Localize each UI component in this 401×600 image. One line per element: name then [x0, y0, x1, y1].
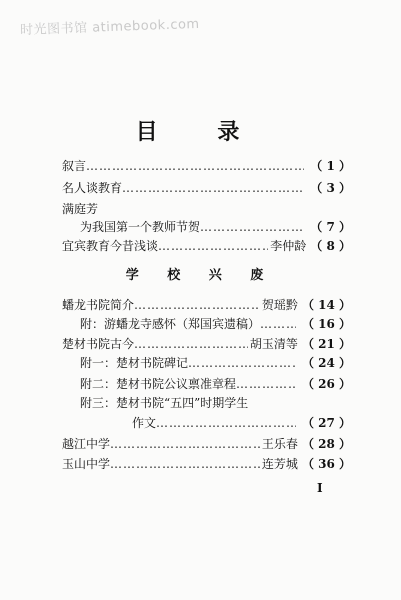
dot-leader — [86, 158, 304, 174]
toc-entry — [80, 376, 351, 392]
page-title: 目 录 — [135, 120, 266, 145]
dot-leader — [188, 355, 296, 371]
toc-entry-page: （ 3 ） — [310, 181, 351, 195]
toc-entry-author: 贺瑶黔 — [261, 298, 298, 312]
toc-entry — [62, 436, 351, 452]
dot-leader — [156, 415, 296, 431]
section-heading: 学 校 兴 废 — [125, 268, 276, 283]
toc-entry-title: 作文 — [132, 416, 157, 430]
toc-entry-page: （ 16 ） — [301, 317, 351, 331]
toc-entry — [80, 395, 351, 411]
toc-entry-author: 王乐春 — [261, 437, 298, 451]
toc-entry — [62, 180, 351, 196]
toc-entry — [132, 415, 351, 431]
toc-entry — [62, 238, 351, 254]
toc-entry — [62, 158, 351, 174]
toc-entry-title: 玉山中学 — [62, 457, 111, 471]
toc-entry-title: 蟠龙书院简介 — [62, 298, 135, 312]
dot-leader — [110, 456, 260, 472]
dot-leader — [134, 336, 248, 352]
toc-entry-title: 附三：楚材书院“五四”时期学生 — [80, 396, 249, 410]
dot-leader — [260, 316, 296, 332]
toc-entry-title: 名人谈教育 — [62, 181, 123, 195]
toc-entry-page: （ 36 ） — [301, 457, 351, 471]
toc-entry-author: 连芳城 — [261, 457, 298, 471]
toc-entry-title: 附：游蟠龙寺感怀（郑国宾遗稿） — [80, 317, 261, 331]
toc-entry-title: 为我国第一个教师节贺 — [80, 220, 201, 234]
watermark: 时光图书馆 atimebook.com — [19, 16, 200, 39]
toc-entry-title: 满庭芳 — [62, 202, 99, 216]
toc-entry-page: （ 27 ） — [301, 416, 351, 430]
toc-entry-page: （ 8 ） — [310, 239, 351, 253]
toc-entry — [80, 316, 351, 332]
dot-leader — [134, 297, 260, 313]
toc-entry-author: 胡玉清等 — [249, 337, 298, 351]
toc-entry-title: 宜宾教育今昔浅谈 — [62, 239, 159, 253]
toc-entry-page: （ 21 ） — [301, 337, 351, 351]
toc-entry-page: （ 7 ） — [310, 220, 351, 234]
toc-entry — [62, 456, 351, 472]
toc-entry-page: （ 24 ） — [301, 356, 351, 370]
dot-leader — [200, 219, 304, 235]
toc-entry — [80, 355, 351, 371]
folio: I — [317, 481, 323, 495]
dot-leader — [122, 180, 304, 196]
toc-entry-title: 附一：楚材书院碑记 — [80, 356, 189, 370]
dot-leader — [110, 436, 260, 452]
toc-entry-page: （ 1 ） — [310, 159, 351, 173]
toc-entry-title: 附二：楚材书院公议禀准章程 — [80, 377, 237, 391]
toc-entry-title: 楚材书院古今 — [62, 337, 135, 351]
toc-entry — [80, 219, 351, 235]
toc-entry-page: （ 14 ） — [301, 298, 351, 312]
toc-entry — [62, 201, 351, 217]
dot-leader — [236, 376, 296, 392]
toc-entry-page: （ 26 ） — [301, 377, 351, 391]
toc-entry-page: （ 28 ） — [301, 437, 351, 451]
toc-entry-title: 越江中学 — [62, 437, 111, 451]
dot-leader — [158, 238, 268, 254]
toc-entry — [62, 297, 351, 313]
toc-entry-title: 叙言 — [62, 159, 87, 173]
toc-entry — [62, 336, 351, 352]
toc-entry-author: 李仲龄 — [270, 239, 307, 253]
